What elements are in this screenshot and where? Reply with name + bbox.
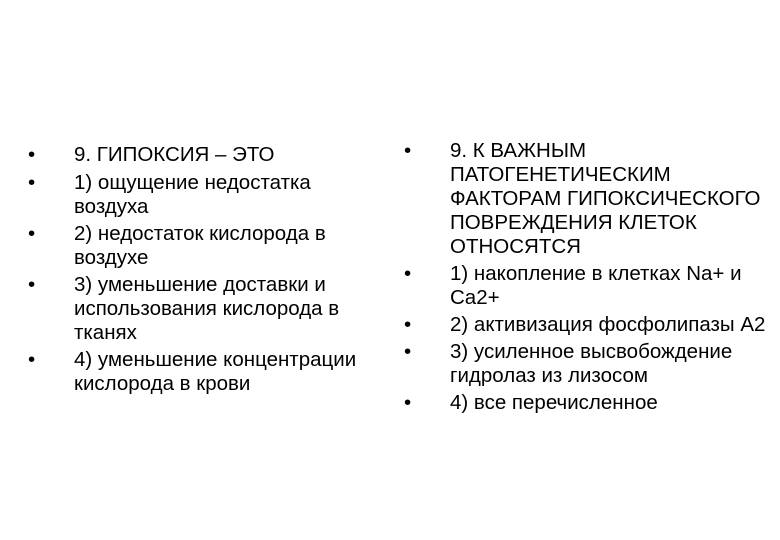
right-question-title	[404, 139, 776, 259]
answer-option-text: 2) активизация фосфолипазы А2	[450, 313, 766, 336]
left-answer-option	[28, 348, 390, 396]
question-title-text: 9. ГИПОКСИЯ – ЭТО	[74, 143, 275, 166]
bullet-icon: •	[28, 273, 36, 296]
bullet-icon: •	[404, 391, 412, 414]
bullet-icon: •	[28, 171, 36, 194]
answer-option-text: 1) ощущение недостатка воздуха	[74, 171, 311, 218]
bullet-icon: •	[28, 222, 36, 245]
right-answer-option	[404, 340, 776, 388]
left-question-list	[28, 143, 390, 399]
right-answer-option	[404, 262, 776, 310]
answer-option-text: 4) уменьшение концентрации кислорода в крови	[74, 348, 357, 395]
bullet-icon: •	[404, 313, 412, 336]
bullet-icon: •	[28, 348, 36, 371]
question-title-text: 9. К ВАЖНЫМ ПАТОГЕНЕТИЧЕСКИМ ФАКТОРАМ ГИПОКСИЧЕСКОГО ПОВРЕЖДЕНИЯ КЛЕТОК ОТНОСЯТСЯ	[450, 139, 761, 258]
right-answer-option	[404, 313, 776, 337]
bullet-icon: •	[404, 139, 412, 162]
left-question-title	[28, 143, 390, 167]
right-question-list	[404, 139, 776, 418]
bullet-icon: •	[404, 262, 412, 285]
answer-option-text: 3) усиленное высвобождение гидролаз из лизосом	[450, 340, 733, 387]
right-answer-option	[404, 391, 776, 415]
left-answer-option	[28, 171, 390, 219]
left-answer-option	[28, 222, 390, 270]
answer-option-text: 3) уменьшение доставки и использования кислорода в тканях	[74, 273, 340, 344]
bullet-icon: •	[404, 340, 412, 363]
answer-option-text: 4) все перечисленное	[450, 391, 658, 414]
left-answer-option	[28, 273, 390, 345]
answer-option-text: 2) недостаток кислорода в воздухе	[74, 222, 326, 269]
bullet-icon: •	[28, 143, 36, 166]
answer-option-text: 1) накопление в клетках Na+ и Ca2+	[450, 262, 742, 309]
